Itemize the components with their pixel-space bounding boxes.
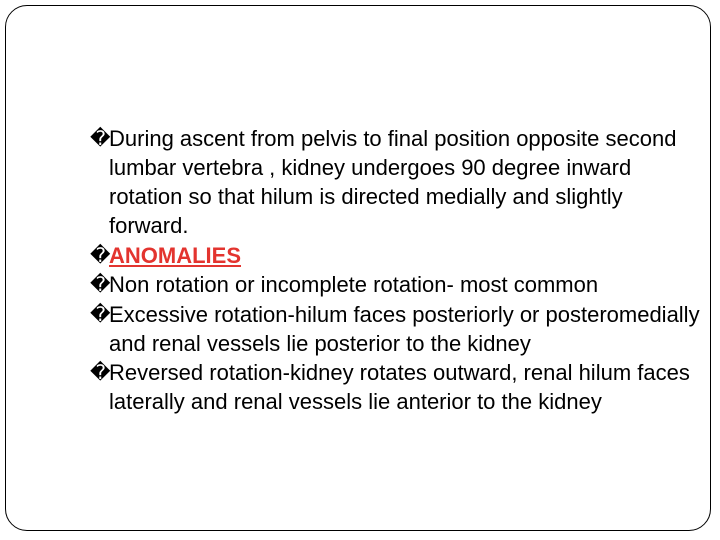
bullet-marker-icon: � [90, 360, 111, 384]
bullet-item-excessive-rotation [91, 300, 706, 358]
bullet-marker-icon: � [90, 242, 111, 267]
bullet-marker-icon: � [90, 126, 111, 150]
bullet-text: During ascent from pelvis to final position opposite second lumbar vertebra , kidney undergoes 90 degree inward rotation so that hilum is directed medially and slightly forward. [109, 126, 677, 238]
slide-frame [5, 5, 711, 531]
bullet-marker-icon: � [90, 301, 111, 326]
bullet-item-anomalies-heading [91, 241, 706, 270]
slide-content [91, 124, 706, 417]
bullet-text: Reversed rotation-kidney rotates outward, renal hilum faces laterally and renal vessels lie anterior to the kidney [109, 360, 690, 414]
bullet-item-non-rotation [91, 270, 706, 299]
bullet-text: Non rotation or incomplete rotation- most common [109, 272, 599, 297]
bullet-item-reversed-rotation [91, 358, 706, 416]
bullet-text: Excessive rotation-hilum faces posteriorly or posteromedially and renal vessels lie posterior to the kidney [109, 301, 700, 356]
bullet-marker-icon: � [90, 272, 111, 296]
anomalies-heading: ANOMALIES [109, 242, 241, 268]
bullet-item-kidney-ascent [91, 124, 706, 240]
